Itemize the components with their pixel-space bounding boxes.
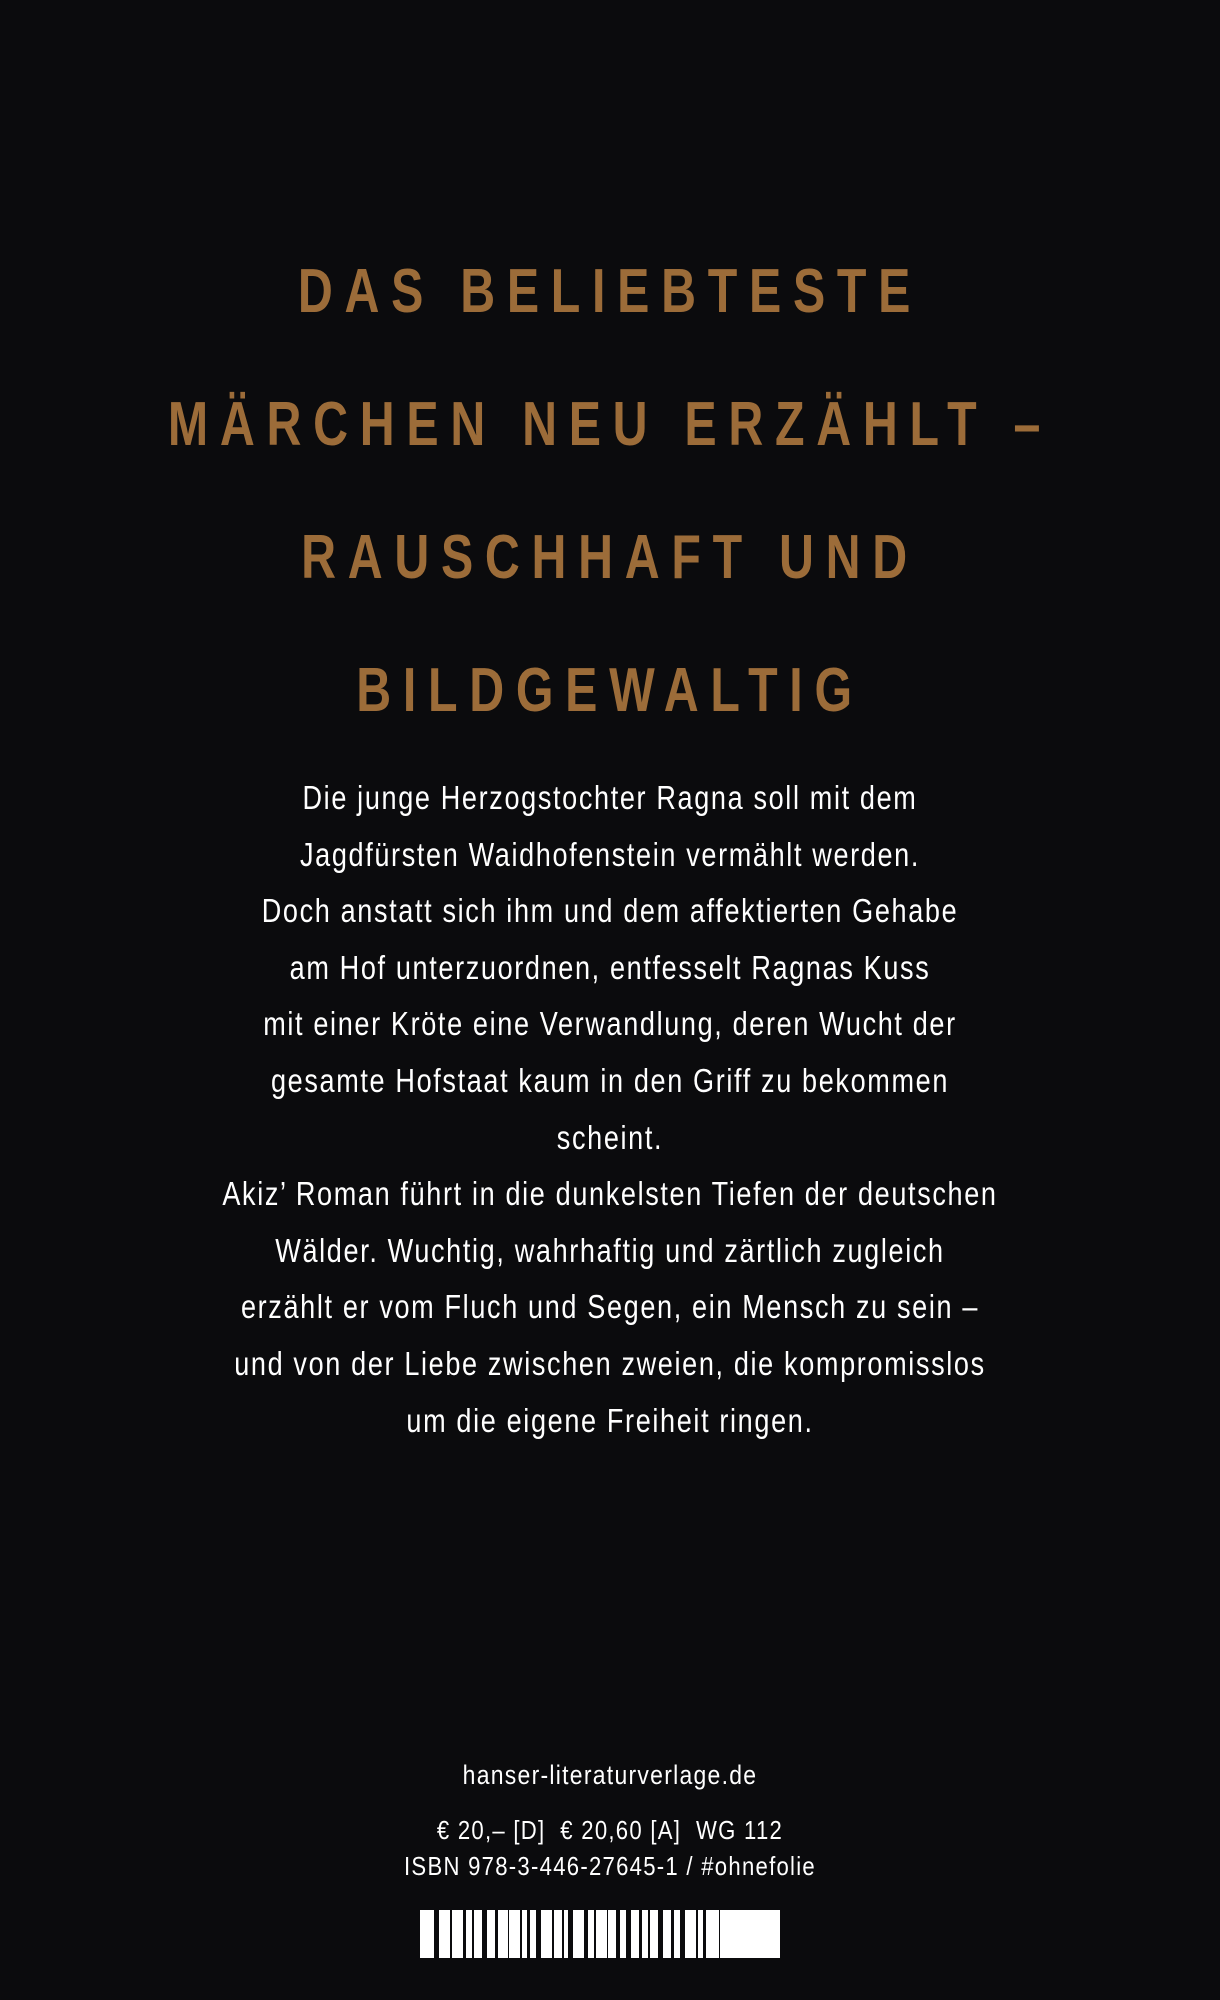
- blurb-line: Die junge Herzogstochter Ragna soll mit dem: [302, 779, 918, 816]
- blurb-line: erzählt er vom Fluch und Segen, ein Mensch zu sein –: [240, 1288, 980, 1326]
- barcode-bar: [594, 1910, 596, 1958]
- blurb-line: Wälder. Wuchtig, wahrhaftig und zärtlich zugleich: [275, 1231, 945, 1269]
- barcode-bar: [552, 1910, 554, 1958]
- blurb-line: Akiz’ Roman führt in die dunkelsten Tiefen der deutschen: [222, 1175, 998, 1213]
- barcode-bar: [658, 1910, 663, 1958]
- blurb-line: gesamte Hofstaat kaum in den Griff zu bekommen: [270, 1061, 950, 1099]
- barcode-bar: [495, 1910, 498, 1958]
- barcode-bar: [696, 1910, 698, 1958]
- barcode-bar: [536, 1910, 541, 1958]
- headline: [0, 225, 1220, 757]
- barcode-bar: [584, 1910, 587, 1958]
- barcode-bar: [626, 1910, 631, 1958]
- barcode-bar: [562, 1910, 564, 1958]
- blurb-text: [110, 770, 1110, 1449]
- barcode-bar: [616, 1910, 619, 1958]
- blurb-line: scheint.: [556, 1118, 664, 1156]
- blurb-line: Jagdfürsten Waidhofenstein vermählt werden.: [299, 835, 921, 873]
- barcode-bar: [527, 1910, 530, 1958]
- publisher-website: [0, 1755, 1220, 1795]
- barcode-bar: [463, 1910, 466, 1958]
- headline-line: RAUSCHHAFT UND: [301, 523, 919, 592]
- blurb-line: mit einer Kröte eine Verwandlung, deren Wucht der: [263, 1005, 957, 1043]
- barcode-bar: [648, 1910, 650, 1958]
- price-and-isbn: [0, 1812, 1220, 1884]
- headline-line: DAS BELIEBTESTE: [297, 257, 923, 326]
- barcode-bar: [680, 1910, 685, 1958]
- price-line: € 20,– [D] € 20,60 [A] WG 112: [436, 1815, 784, 1845]
- barcode-bar: [607, 1910, 609, 1958]
- isbn-line: ISBN 978-3-446-27645-1 / #ohnefolie: [404, 1851, 816, 1881]
- barcode-bar: [639, 1910, 642, 1958]
- barcode-bar: [703, 1910, 706, 1958]
- barcode-bar: [482, 1910, 487, 1958]
- blurb-line: am Hof unterzuordnen, entfesselt Ragnas Kuss: [289, 948, 931, 986]
- website-text: hanser-literaturverlage.de: [462, 1760, 758, 1790]
- barcode-bar: [434, 1910, 439, 1958]
- barcode-bar: [568, 1910, 573, 1958]
- blurb-line: und von der Liebe zwischen zweien, die kompromisslos: [234, 1344, 986, 1382]
- barcode-bar: [472, 1910, 474, 1958]
- headline-line: MÄRCHEN NEU ERZÄHLT –: [167, 390, 1053, 459]
- blurb-line: um die eigene Freiheit ringen.: [406, 1401, 814, 1439]
- barcode-icon: [420, 1910, 780, 1958]
- blurb-line: Doch anstatt sich ihm und dem affektierten Gehabe: [261, 892, 959, 930]
- barcode-bar: [671, 1910, 674, 1958]
- barcode-bar: [508, 1910, 510, 1958]
- barcode-bar: [520, 1910, 522, 1958]
- headline-line: BILDGEWALTIG: [356, 656, 864, 725]
- barcode-bar: [450, 1910, 452, 1958]
- barcode-bar: [719, 1910, 721, 1958]
